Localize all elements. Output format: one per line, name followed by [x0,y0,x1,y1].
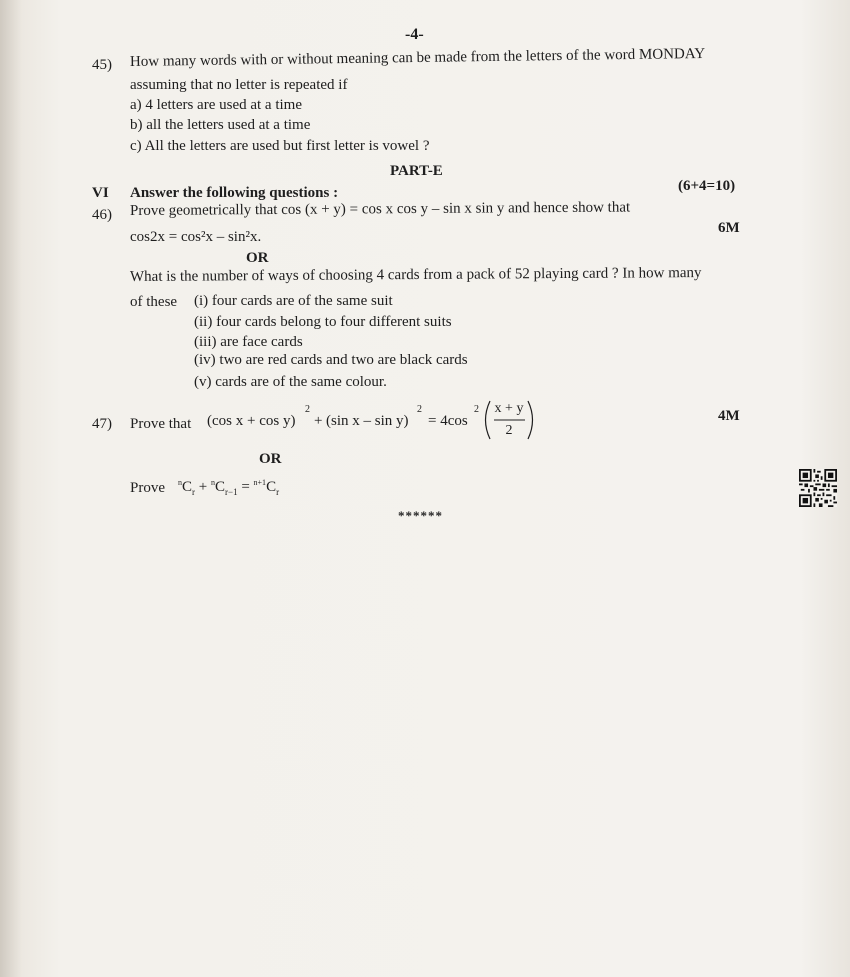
q46-sub-item-5: (v) cards are of the same colour. [194,374,387,390]
q46-alt-line2-prefix: of these [130,294,178,310]
q47-or: OR [259,451,282,467]
section-marks: (6+4=10) [678,178,736,194]
q47-marks: 4M [718,408,740,424]
q46-number: 46) [92,207,112,223]
page-number: -4- [405,26,424,43]
alt-r3: r [276,487,280,497]
alt-n1: n [178,478,182,487]
q47-alt-expression [178,478,279,497]
q46-or: OR [246,250,269,266]
alt-eq: = [237,479,254,495]
q46-sub-item-4: (iv) two are red cards and two are black cards [194,352,468,368]
q45-option-c: c) All the letters are used but first letter is vowel ? [130,138,430,154]
part-title: PART-E [390,163,443,179]
qr-code-icon [798,469,838,507]
alt-plus: + [195,479,211,495]
alt-n3: n+1 [253,478,267,487]
q47-expr-part1: (cos x + cos y) [207,413,296,429]
q47-superscript-3: 2 [474,404,479,415]
q47-fraction-denominator: 2 [505,423,513,438]
q47-prove-label: Prove that [130,416,192,432]
alt-r2: r−1 [225,487,238,497]
end-mark: ****** [398,508,443,523]
alt-c2: C [214,479,225,495]
q46-marks: 6M [718,220,740,236]
q47-alt-prove: Prove [130,480,165,496]
q47-equals: = 4cos [428,413,468,429]
q47-fraction-numerator: x + y [494,401,524,416]
alt-c3: C [266,479,277,495]
q45-option-b: b) all the letters used at a time [130,117,311,133]
q47-superscript-1: 2 [305,404,310,415]
q45-text-line2: assuming that no letter is repeated if [130,77,348,93]
q47-plus: + [314,413,323,429]
q45-text-line1: How many words with or without meaning can be made from the letters of the word MONDAY [129,45,706,70]
q45-option-a: a) 4 letters are used at a time [130,97,303,113]
q46-sub-item-2: (ii) four cards belong to four different suits [194,314,452,330]
section-number: VI [92,185,109,201]
section-instruction: Answer the following questions : [130,185,339,201]
q46-alt-line1: What is the number of ways of choosing 4 cards from a pack of 52 playing card ? In how many [129,265,702,285]
q46-text-line2: cos2x = cos²x – sin²x. [130,229,262,245]
alt-c1: C [182,479,193,495]
q46-sub-item-3: (iii) are face cards [194,334,303,350]
alt-n2: n [210,478,215,487]
q45-number: 45) [92,57,112,73]
q47-expr-part2: (sin x – sin y) [326,413,409,429]
q46-sub-item-1: (i) four cards are of the same suit [194,293,393,309]
q46-text-line1: Prove geometrically that cos (x + y) = cos x cos y – sin x sin y and hence show that [129,199,631,219]
alt-r1: r [192,487,196,497]
q47-number: 47) [92,416,112,432]
q47-superscript-2: 2 [417,404,422,415]
